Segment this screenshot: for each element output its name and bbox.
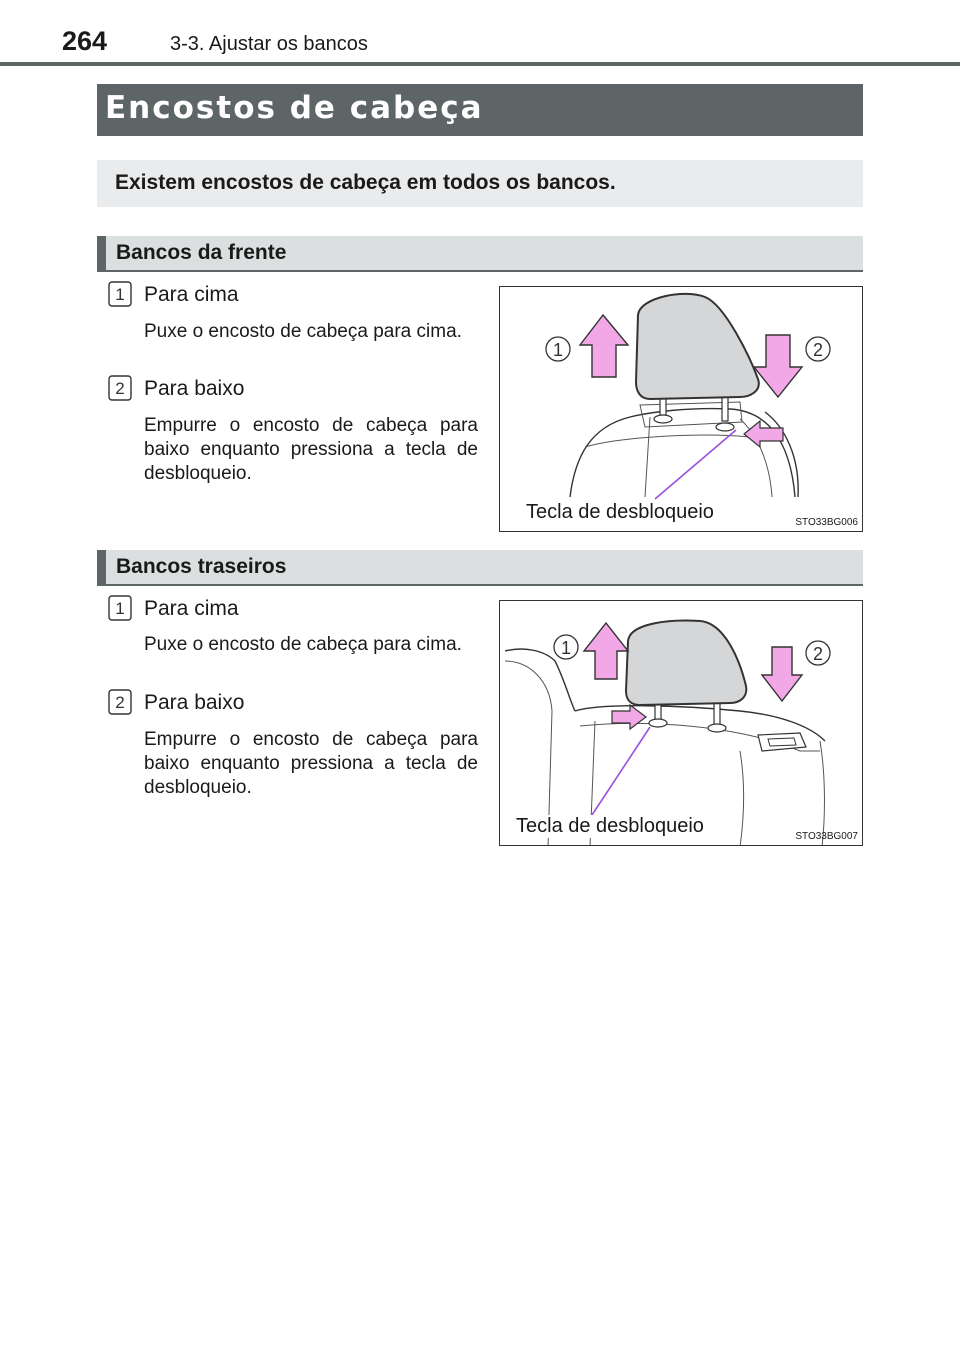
front-item-1-text: Puxe o encosto de cabeça para cima. [144,321,462,342]
svg-text:2: 2 [115,379,125,398]
rear-figure-code: STO33BG007 [795,831,858,842]
rear-item-1-text: Puxe o encosto de cabeça para cima. [144,634,462,655]
svg-text:2: 2 [812,644,824,664]
rear-item-2-text: Empurre o encosto de cabeça para baixo enquanto pressiona a tecla de desbloqueio. [144,729,478,798]
header-rule [0,62,960,66]
rear-seats-heading-bar [97,550,863,586]
rear-headrest-figure [499,600,863,846]
front-item-2-text: Empurre o encosto de cabeça para baixo enquanto pressiona a tecla de desbloqueio. [144,415,478,484]
page-title-bar [97,84,863,136]
front-figure-code: STO33BG006 [795,517,858,528]
intro-text: Existem encostos de cabeça em todos os bancos. [115,171,616,194]
svg-text:1: 1 [560,638,572,658]
front-seats-heading-bar [97,236,863,272]
front-seats-heading: Bancos da frente [116,241,287,264]
svg-text:1: 1 [115,285,125,304]
intro-box [97,160,863,207]
page-header [0,0,960,68]
front-headrest-illustration [500,287,863,532]
svg-text:2: 2 [812,340,824,360]
rear-seats-heading: Bancos traseiros [116,555,287,578]
number-1-badge [108,281,132,307]
front-release-key-label: Tecla de desbloqueio [526,501,714,523]
page-title: Encostos de cabeça [105,90,484,126]
rear-headrest-illustration [500,601,863,846]
page-number: 264 [62,26,108,56]
number-1-badge [108,595,132,621]
number-2-badge [108,689,132,715]
front-item-1-title: Para cima [144,283,239,306]
front-headrest-figure [499,286,863,532]
svg-text:1: 1 [115,599,125,618]
svg-text:1: 1 [552,340,564,360]
number-2-badge [108,375,132,401]
section-label: 3-3. Ajustar os bancos [170,33,368,55]
rear-release-key-label: Tecla de desbloqueio [516,815,704,837]
rear-item-1-title: Para cima [144,597,239,620]
front-item-2-title: Para baixo [144,377,245,400]
rear-item-2-title: Para baixo [144,691,245,714]
svg-text:2: 2 [115,693,125,712]
